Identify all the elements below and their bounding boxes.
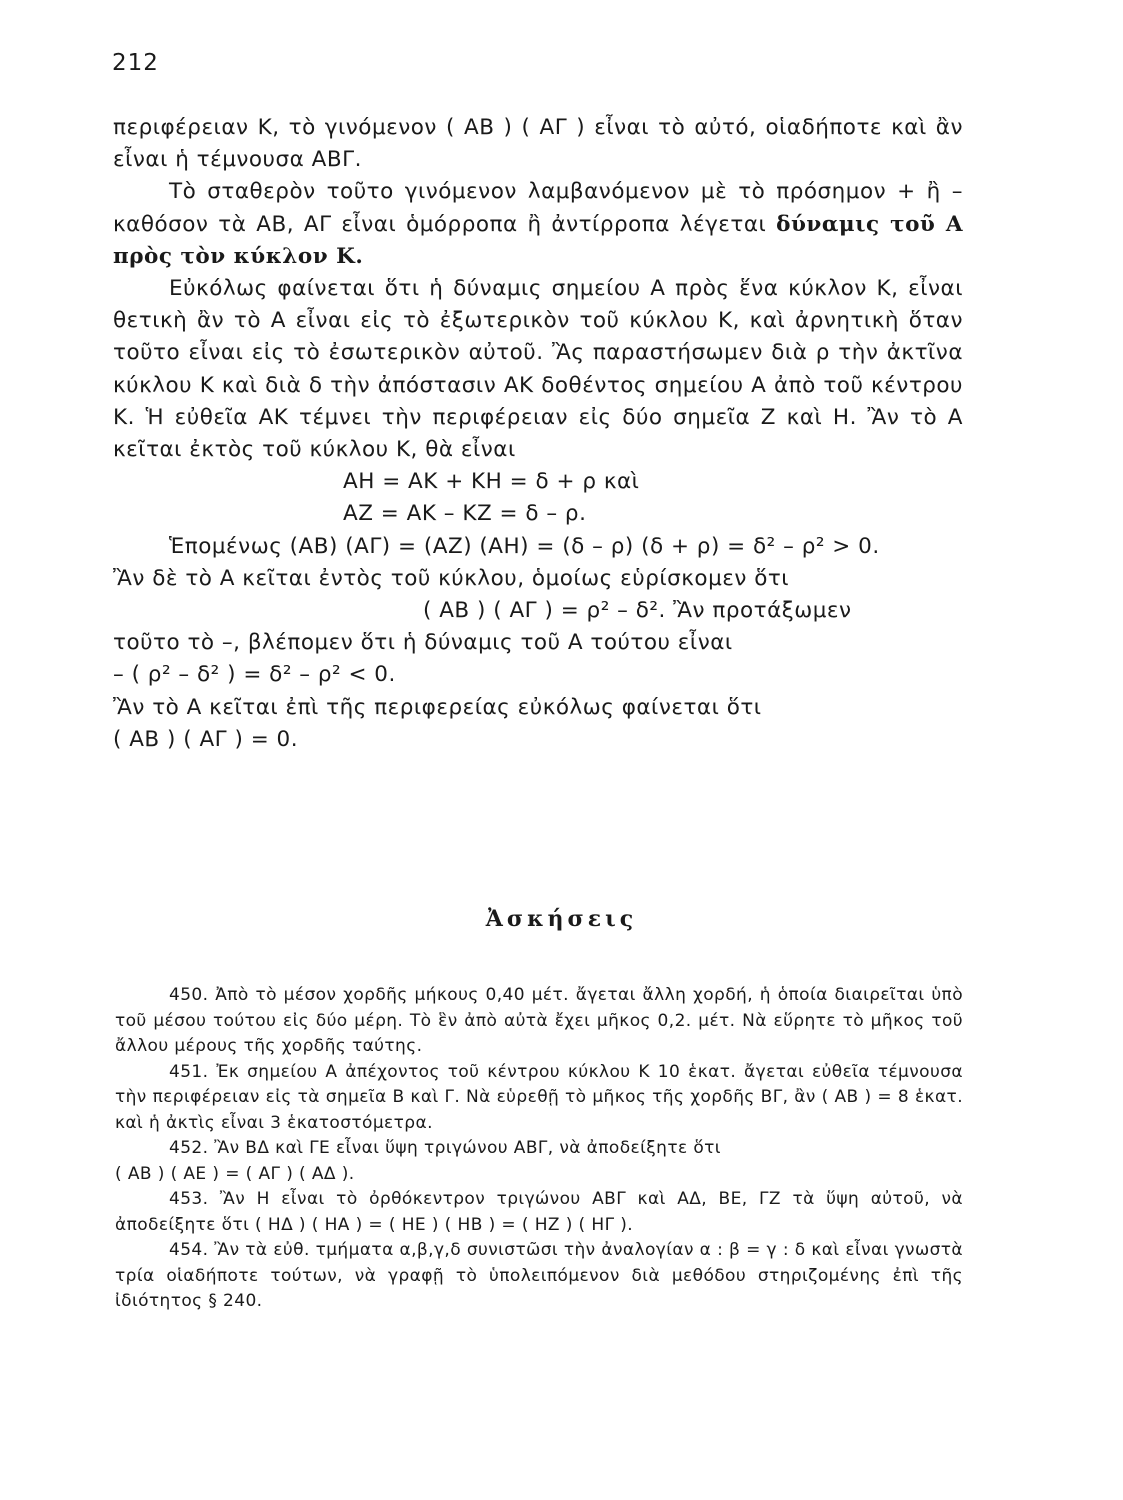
paragraph-5b: ( ΑΒ ) ( ΑΓ ) = ρ² – δ². Ἂν προτάξωμεν (423, 598, 852, 624)
equation-1: ΑΗ = ΑΚ + ΚΗ = δ + ρ καὶ (343, 469, 640, 495)
exercise-451: 451. Ἐκ σημείου Α ἀπέχοντος τοῦ κέντρου κύκλου Κ 10 ἑκατ. ἄγεται εὐθεῖα τέμνουσα τὴν περιφέρειαν εἰς τὰ σημεῖα Β καὶ Γ. Νὰ εὑρεθῇ τὸ μῆκος τῆς χορδῆς ΒΓ, ἂν ( ΑΒ ) = 8 ἑκατ. καὶ ἡ ἀκτὶς εἶναι 3 ἑκατοστόμετρα. (115, 1061, 963, 1133)
body-text (113, 112, 963, 756)
exercise-453: 453. Ἂν Η εἶναι τὸ ὀρθόκεντρον τριγώνου ΑΒΓ καὶ ΑΔ, ΒΕ, ΓΖ τὰ ὕψη αὐτοῦ, νὰ ἀποδείξητε ὅτι ( ΗΔ ) ( ΗΑ ) = ( ΗΕ ) ( ΗΒ ) = ( ΗΖ ) ( ΗΓ ). (115, 1189, 963, 1235)
exercises-heading: Ἀσκήσεις (485, 906, 638, 932)
paragraph-2 (113, 176, 963, 273)
exercise-450: 450. Ἀπὸ τὸ μέσον χορδῆς μήκους 0,40 μέτ. ἄγεται ἄλλη χορδή, ἡ ὁποία διαιρεῖται ὑπὸ τοῦ μέσου τούτου εἰς δύο μέρη. Τὸ ἓν ἀπὸ αὐτὰ ἔχει μῆκος 0,2. μέτ. Νὰ εὕρητε τὸ μῆκος τοῦ ἄλλου μέρους τῆς χορδῆς ταύτης. (115, 985, 963, 1056)
exercises-list (115, 983, 963, 1315)
definition-term: δύναμις τοῦ Α πρὸς τὸν κύκλον Κ. (113, 211, 964, 269)
paragraph-6: Ἂν τὸ Α κεῖται ἐπὶ τῆς περιφερείας εὐκόλως φαίνεται ὅτι (113, 694, 762, 720)
paragraph-1: περιφέρειαν Κ, τὸ γινόμενον ( ΑΒ ) ( ΑΓ ) εἶναι τὸ αὐτό, οἱαδήποτε καὶ ἂν εἶναι ἡ τέμνουσα ΑΒΓ. (113, 115, 963, 173)
page-number: 212 (112, 50, 159, 76)
equation-3: ( ΑΒ ) ( ΑΓ ) = 0. (113, 726, 299, 752)
exercise-454: 454. Ἂν τὰ εὐθ. τμήματα α,β,γ,δ συνιστῶσι τὴν ἀναλογίαν α : β = γ : δ καὶ εἶναι γνωστὰ τρία οἱαδήποτε τούτων, νὰ γραφῇ τὸ ὑπολειπόμενον διὰ μεθόδου στηριζομένης ἐπὶ τῆς ἰδιότητος § 240. (115, 1240, 963, 1311)
paragraph-2-text: Τὸ σταθερὸν τοῦτο γινόμενον λαμβανόμενον μὲ τὸ πρόσημον + ἢ – καθόσον τὰ ΑΒ, ΑΓ εἶναι ὁμόρροπα ἢ ἀντίρροπα λέγεται (113, 179, 963, 237)
exercise-452: 452. Ἂν ΒΔ καὶ ΓΕ εἶναι ὕψη τριγώνου ΑΒΓ, νὰ ἀποδείξητε ὅτι (169, 1138, 721, 1158)
paragraph-5a: Ἂν δὲ τὸ Α κεῖται ἐντὸς τοῦ κύκλου, ὁμοίως εὑρίσκομεν ὅτι (113, 565, 790, 591)
equation-2: ΑΖ = ΑΚ – ΚΖ = δ – ρ. (343, 501, 587, 527)
paragraph-4: Ἑπομένως (ΑΒ) (ΑΓ) = (ΑΖ) (ΑΗ) = (δ – ρ) (δ + ρ) = δ² – ρ² > 0. (169, 533, 880, 559)
paragraph-5d: – ( ρ² – δ² ) = δ² – ρ² < 0. (113, 662, 396, 688)
paragraph-3: Εὐκόλως φαίνεται ὅτι ἡ δύναμις σημείου Α πρὸς ἕνα κύκλον Κ, εἶναι θετικὴ ἂν τὸ Α εἶναι εἰς τὸ ἐξωτερικὸν τοῦ κύκλου Κ, καὶ ἀρνητικὴ ὅταν τοῦτο εἶναι εἰς τὸ ἐσωτερικὸν αὐτοῦ. Ἂς παραστήσωμεν διὰ ρ τὴν ἀκτῖνα κύκλου Κ καὶ διὰ δ τὴν ἀπόστασιν ΑΚ δοθέντος σημείου Α ἀπὸ τοῦ κέντρου Κ. Ἡ εὐθεῖα ΑΚ τέμνει τὴν περιφέρειαν εἰς δύο σημεῖα Ζ καὶ Η. Ἂν τὸ Α κεῖται ἐκτὸς τοῦ κύκλου Κ, θὰ εἶναι (113, 276, 963, 463)
paragraph-5c: τοῦτο τὸ –, βλέπομεν ὅτι ἡ δύναμις τοῦ Α τούτου εἶναι (113, 630, 733, 656)
exercise-452-equation: ( ΑΒ ) ( ΑΕ ) = ( ΑΓ ) ( ΑΔ ). (115, 1163, 355, 1184)
